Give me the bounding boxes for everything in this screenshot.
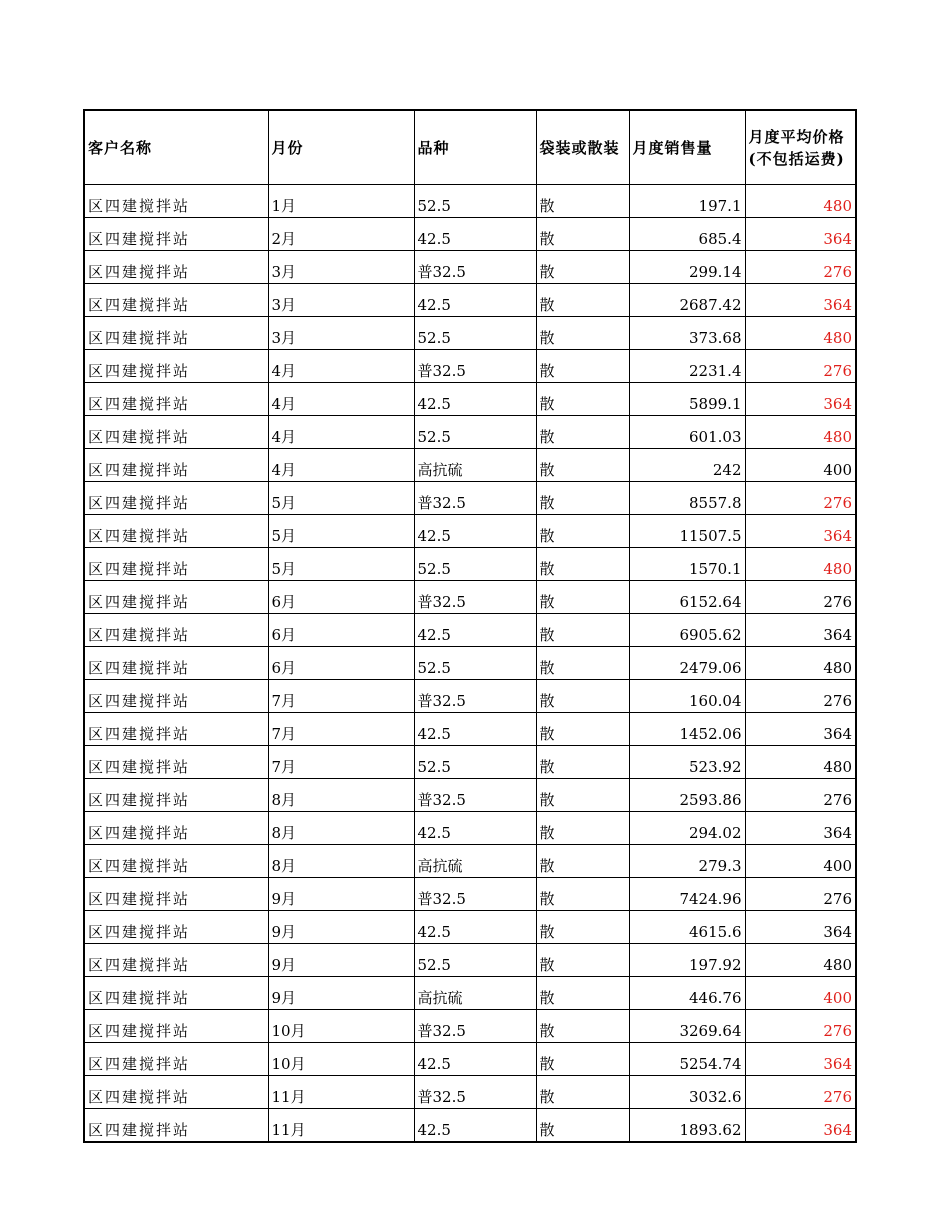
table-row	[84, 746, 856, 779]
cell-month: 8月	[268, 845, 414, 878]
cell-sales: 5899.1	[629, 383, 745, 416]
cell-packaging: 散	[536, 977, 629, 1010]
cell-price: 480	[745, 317, 856, 350]
cell-packaging: 散	[536, 317, 629, 350]
table-row	[84, 449, 856, 482]
cell-packaging: 散	[536, 713, 629, 746]
cell-sales: 523.92	[629, 746, 745, 779]
cell-month: 9月	[268, 944, 414, 977]
cell-sales: 601.03	[629, 416, 745, 449]
cell-price: 400	[745, 449, 856, 482]
cell-packaging: 散	[536, 647, 629, 680]
cell-variety: 42.5	[414, 1043, 536, 1076]
cell-customer: 区四建搅拌站	[84, 614, 268, 647]
cell-packaging: 散	[536, 911, 629, 944]
cell-price: 276	[745, 779, 856, 812]
cell-packaging: 散	[536, 548, 629, 581]
cell-variety: 普32.5	[414, 1010, 536, 1043]
cell-month: 1月	[268, 185, 414, 218]
cell-price: 364	[745, 1109, 856, 1143]
cell-customer: 区四建搅拌站	[84, 1109, 268, 1143]
cell-packaging: 散	[536, 515, 629, 548]
cell-month: 3月	[268, 251, 414, 284]
cell-month: 8月	[268, 812, 414, 845]
cell-customer: 区四建搅拌站	[84, 1076, 268, 1109]
cell-variety: 52.5	[414, 317, 536, 350]
cell-month: 6月	[268, 614, 414, 647]
cell-price: 276	[745, 1076, 856, 1109]
table-row	[84, 878, 856, 911]
cell-packaging: 散	[536, 350, 629, 383]
cell-month: 5月	[268, 482, 414, 515]
cell-price: 276	[745, 581, 856, 614]
cell-sales: 2231.4	[629, 350, 745, 383]
cell-month: 7月	[268, 746, 414, 779]
cell-price: 276	[745, 878, 856, 911]
table-row	[84, 779, 856, 812]
cell-sales: 6152.64	[629, 581, 745, 614]
cell-packaging: 散	[536, 251, 629, 284]
cell-variety: 42.5	[414, 218, 536, 251]
cell-price: 364	[745, 812, 856, 845]
cell-packaging: 散	[536, 284, 629, 317]
cell-customer: 区四建搅拌站	[84, 746, 268, 779]
table-row	[84, 911, 856, 944]
cell-packaging: 散	[536, 449, 629, 482]
cell-month: 4月	[268, 416, 414, 449]
cell-month: 4月	[268, 449, 414, 482]
cell-customer: 区四建搅拌站	[84, 251, 268, 284]
cell-customer: 区四建搅拌站	[84, 944, 268, 977]
table-row	[84, 1076, 856, 1109]
cell-sales: 446.76	[629, 977, 745, 1010]
table-row	[84, 680, 856, 713]
table-row	[84, 944, 856, 977]
cell-variety: 42.5	[414, 383, 536, 416]
cell-price: 364	[745, 1043, 856, 1076]
header-price: 月度平均价格(不包括运费)	[745, 110, 856, 185]
cell-price: 480	[745, 944, 856, 977]
cell-customer: 区四建搅拌站	[84, 317, 268, 350]
cell-variety: 42.5	[414, 713, 536, 746]
cell-variety: 普32.5	[414, 482, 536, 515]
cell-packaging: 散	[536, 1076, 629, 1109]
cell-customer: 区四建搅拌站	[84, 647, 268, 680]
cell-sales: 2593.86	[629, 779, 745, 812]
table-row	[84, 350, 856, 383]
cell-customer: 区四建搅拌站	[84, 581, 268, 614]
table-row	[84, 482, 856, 515]
cell-customer: 区四建搅拌站	[84, 548, 268, 581]
cell-price: 276	[745, 350, 856, 383]
cell-customer: 区四建搅拌站	[84, 779, 268, 812]
cell-variety: 42.5	[414, 284, 536, 317]
cell-price: 364	[745, 713, 856, 746]
cell-packaging: 散	[536, 845, 629, 878]
cell-variety: 普32.5	[414, 779, 536, 812]
table-row	[84, 416, 856, 449]
cell-variety: 普32.5	[414, 581, 536, 614]
table-row	[84, 845, 856, 878]
cell-sales: 8557.8	[629, 482, 745, 515]
cell-packaging: 散	[536, 218, 629, 251]
cell-sales: 2479.06	[629, 647, 745, 680]
cell-month: 5月	[268, 548, 414, 581]
table-body	[84, 185, 856, 1143]
cell-month: 9月	[268, 977, 414, 1010]
table-row	[84, 383, 856, 416]
cell-price: 364	[745, 515, 856, 548]
cell-month: 10月	[268, 1010, 414, 1043]
cell-variety: 52.5	[414, 185, 536, 218]
cell-month: 4月	[268, 350, 414, 383]
cell-price: 480	[745, 746, 856, 779]
cell-customer: 区四建搅拌站	[84, 713, 268, 746]
cell-variety: 42.5	[414, 515, 536, 548]
cell-price: 400	[745, 845, 856, 878]
cell-variety: 高抗硫	[414, 845, 536, 878]
cell-variety: 52.5	[414, 548, 536, 581]
cell-packaging: 散	[536, 614, 629, 647]
cell-price: 276	[745, 482, 856, 515]
cell-price: 276	[745, 251, 856, 284]
cell-month: 6月	[268, 647, 414, 680]
cell-customer: 区四建搅拌站	[84, 185, 268, 218]
cell-variety: 42.5	[414, 614, 536, 647]
cell-variety: 普32.5	[414, 680, 536, 713]
cell-customer: 区四建搅拌站	[84, 1010, 268, 1043]
table-row	[84, 1043, 856, 1076]
cell-variety: 高抗硫	[414, 977, 536, 1010]
cell-customer: 区四建搅拌站	[84, 383, 268, 416]
cell-sales: 1570.1	[629, 548, 745, 581]
header-packaging: 袋装或散装	[536, 110, 629, 185]
cell-variety: 52.5	[414, 944, 536, 977]
table-row	[84, 218, 856, 251]
cell-month: 9月	[268, 911, 414, 944]
table-row	[84, 581, 856, 614]
cell-sales: 279.3	[629, 845, 745, 878]
cell-packaging: 散	[536, 746, 629, 779]
table-header	[84, 110, 856, 185]
cell-sales: 1452.06	[629, 713, 745, 746]
cell-packaging: 散	[536, 944, 629, 977]
cell-month: 7月	[268, 680, 414, 713]
cell-customer: 区四建搅拌站	[84, 812, 268, 845]
cell-packaging: 散	[536, 482, 629, 515]
cell-sales: 3269.64	[629, 1010, 745, 1043]
cell-customer: 区四建搅拌站	[84, 416, 268, 449]
table-row	[84, 251, 856, 284]
cell-sales: 373.68	[629, 317, 745, 350]
cell-sales: 685.4	[629, 218, 745, 251]
cell-sales: 160.04	[629, 680, 745, 713]
cell-price: 364	[745, 218, 856, 251]
header-row	[84, 110, 856, 185]
cell-sales: 294.02	[629, 812, 745, 845]
table-row	[84, 1010, 856, 1043]
cell-price: 480	[745, 548, 856, 581]
table-row	[84, 515, 856, 548]
table-row	[84, 977, 856, 1010]
cell-sales: 197.92	[629, 944, 745, 977]
cell-variety: 普32.5	[414, 878, 536, 911]
cell-variety: 普32.5	[414, 350, 536, 383]
cell-packaging: 散	[536, 416, 629, 449]
cell-month: 7月	[268, 713, 414, 746]
cell-customer: 区四建搅拌站	[84, 218, 268, 251]
header-variety: 品种	[414, 110, 536, 185]
table-row	[84, 284, 856, 317]
cell-variety: 52.5	[414, 746, 536, 779]
cell-month: 11月	[268, 1109, 414, 1143]
cell-price: 480	[745, 416, 856, 449]
cell-price: 276	[745, 1010, 856, 1043]
cell-variety: 52.5	[414, 647, 536, 680]
cell-sales: 6905.62	[629, 614, 745, 647]
cell-month: 2月	[268, 218, 414, 251]
table-row	[84, 317, 856, 350]
cell-price: 276	[745, 680, 856, 713]
cell-packaging: 散	[536, 1043, 629, 1076]
cell-price: 480	[745, 185, 856, 218]
cell-customer: 区四建搅拌站	[84, 350, 268, 383]
cell-sales: 242	[629, 449, 745, 482]
cell-price: 364	[745, 284, 856, 317]
cell-sales: 1893.62	[629, 1109, 745, 1143]
cell-customer: 区四建搅拌站	[84, 284, 268, 317]
cell-sales: 5254.74	[629, 1043, 745, 1076]
cell-month: 4月	[268, 383, 414, 416]
cell-customer: 区四建搅拌站	[84, 1043, 268, 1076]
cell-sales: 2687.42	[629, 284, 745, 317]
cell-packaging: 散	[536, 680, 629, 713]
cell-packaging: 散	[536, 383, 629, 416]
table-row	[84, 614, 856, 647]
cell-month: 11月	[268, 1076, 414, 1109]
cell-customer: 区四建搅拌站	[84, 482, 268, 515]
cell-sales: 11507.5	[629, 515, 745, 548]
cell-variety: 高抗硫	[414, 449, 536, 482]
cell-variety: 42.5	[414, 911, 536, 944]
cell-sales: 7424.96	[629, 878, 745, 911]
cell-month: 3月	[268, 317, 414, 350]
cell-packaging: 散	[536, 812, 629, 845]
cell-price: 400	[745, 977, 856, 1010]
cell-packaging: 散	[536, 1010, 629, 1043]
table-row	[84, 185, 856, 218]
cell-price: 364	[745, 383, 856, 416]
cell-price: 364	[745, 614, 856, 647]
cell-sales: 299.14	[629, 251, 745, 284]
cell-customer: 区四建搅拌站	[84, 680, 268, 713]
table-row	[84, 812, 856, 845]
cell-customer: 区四建搅拌站	[84, 977, 268, 1010]
cell-variety: 普32.5	[414, 251, 536, 284]
cell-price: 480	[745, 647, 856, 680]
sales-table	[83, 109, 857, 1143]
cell-variety: 普32.5	[414, 1076, 536, 1109]
cell-packaging: 散	[536, 1109, 629, 1143]
cell-customer: 区四建搅拌站	[84, 878, 268, 911]
cell-customer: 区四建搅拌站	[84, 449, 268, 482]
cell-customer: 区四建搅拌站	[84, 911, 268, 944]
cell-month: 3月	[268, 284, 414, 317]
cell-sales: 4615.6	[629, 911, 745, 944]
cell-sales: 197.1	[629, 185, 745, 218]
cell-packaging: 散	[536, 779, 629, 812]
cell-sales: 3032.6	[629, 1076, 745, 1109]
table-row	[84, 647, 856, 680]
table-row	[84, 548, 856, 581]
cell-packaging: 散	[536, 185, 629, 218]
cell-variety: 52.5	[414, 416, 536, 449]
cell-variety: 42.5	[414, 812, 536, 845]
cell-price: 364	[745, 911, 856, 944]
cell-variety: 42.5	[414, 1109, 536, 1143]
cell-month: 8月	[268, 779, 414, 812]
header-sales: 月度销售量	[629, 110, 745, 185]
cell-customer: 区四建搅拌站	[84, 845, 268, 878]
cell-month: 9月	[268, 878, 414, 911]
cell-month: 5月	[268, 515, 414, 548]
header-customer: 客户名称	[84, 110, 268, 185]
cell-month: 10月	[268, 1043, 414, 1076]
cell-customer: 区四建搅拌站	[84, 515, 268, 548]
table-row	[84, 1109, 856, 1143]
table-row	[84, 713, 856, 746]
header-month: 月份	[268, 110, 414, 185]
cell-month: 6月	[268, 581, 414, 614]
cell-packaging: 散	[536, 878, 629, 911]
cell-packaging: 散	[536, 581, 629, 614]
